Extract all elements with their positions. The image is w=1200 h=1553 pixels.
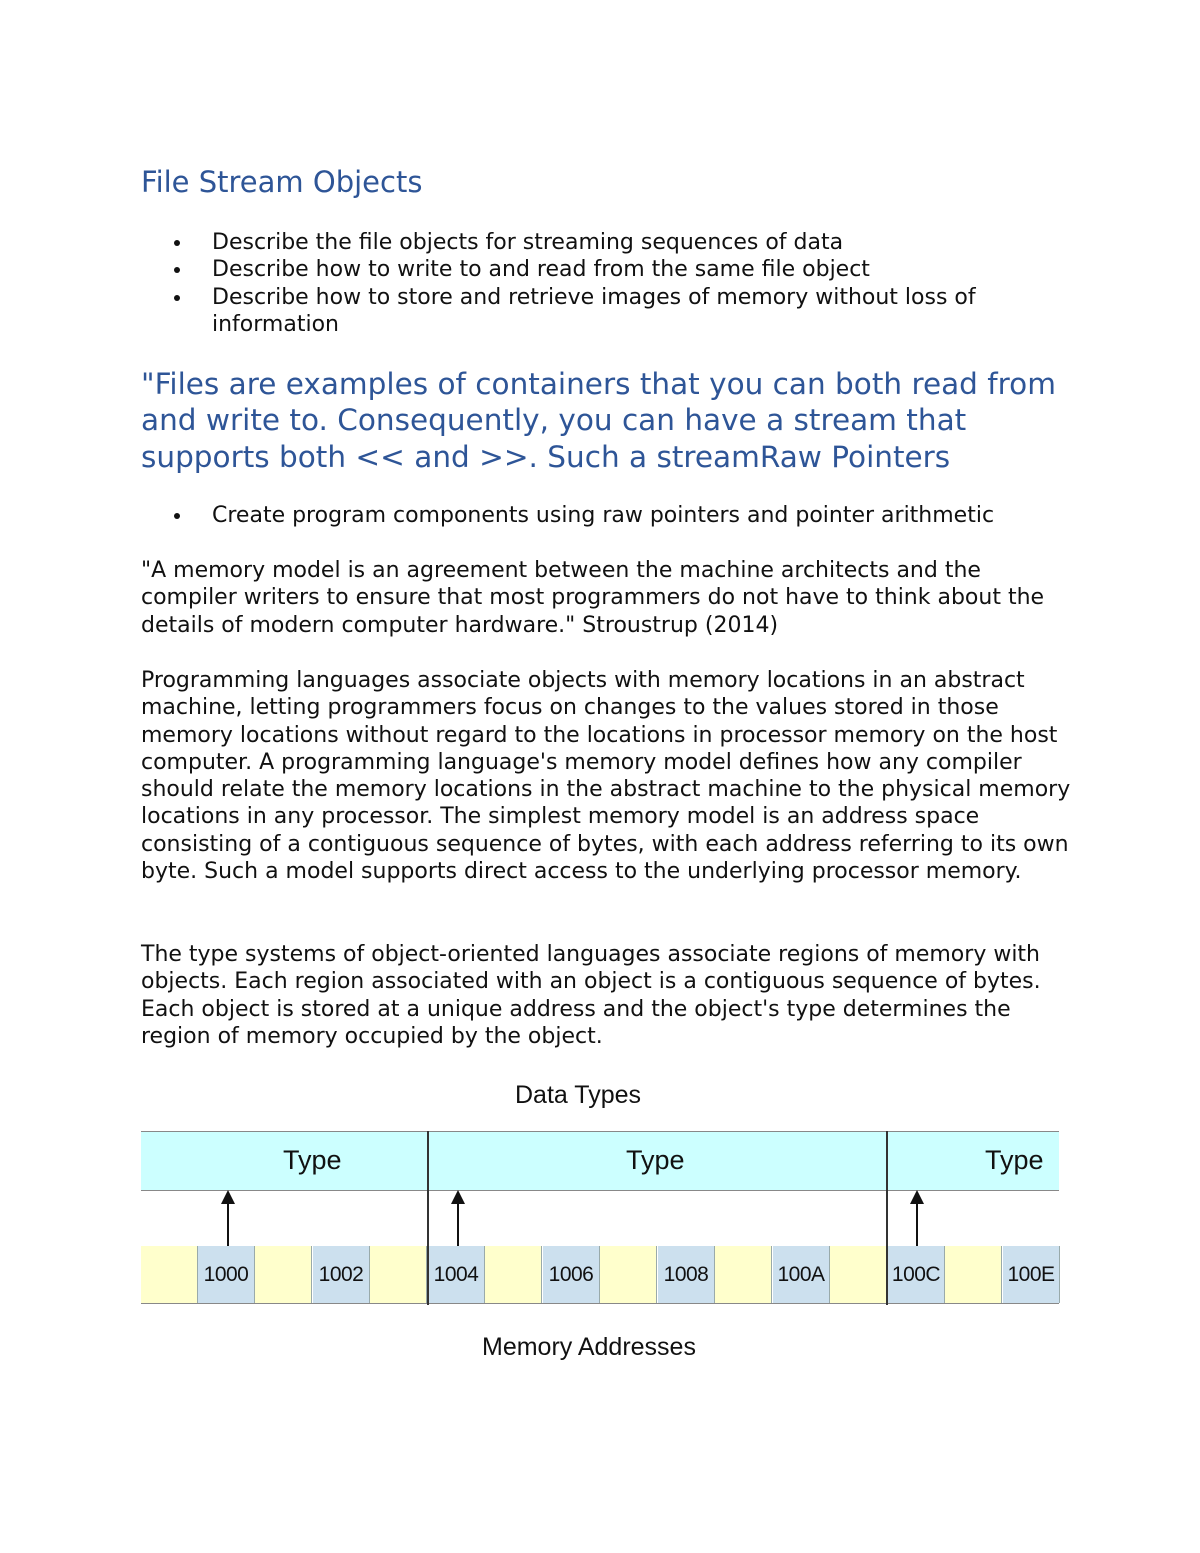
memory-cell: 1008 (658, 1246, 715, 1303)
memory-row (141, 1246, 1059, 1304)
page-title: File Stream Objects (141, 165, 423, 199)
objective-item: Describe the file objects for streaming sequences of data (141, 229, 1061, 256)
diagram-caption: Memory Addresses (482, 1333, 696, 1361)
objectives-list (141, 229, 1061, 338)
address-arrow-icon (457, 1203, 459, 1246)
data-types-diagram (141, 1075, 1061, 1375)
memory-cell: 100C (888, 1246, 945, 1303)
quote-heading: "Files are examples of containers that you can both read from and write to. Consequently, you can have a stream that supports both << and >>. Such a streamRaw Pointers (141, 367, 1056, 474)
objective-item: Describe how to store and retrieve images of memory without loss of information (141, 284, 1061, 339)
type-label: Type (283, 1145, 342, 1175)
pointer-objectives-list (141, 502, 1061, 529)
type-boundary-line (427, 1131, 429, 1305)
memory-cell (945, 1246, 1002, 1303)
memory-cell: 1006 (543, 1246, 600, 1303)
memory-cell: 100A (773, 1246, 830, 1303)
type-row (141, 1131, 1059, 1191)
objective-item: Create program components using raw pointers and pointer arithmetic (141, 502, 1061, 529)
address-arrow-icon (916, 1203, 918, 1246)
memory-cell (600, 1246, 657, 1303)
stroustrup-quote-paragraph: "A memory model is an agreement between the machine architects and the compiler writers to ensure that most programmers do not have to think about the details of modern computer hardware." Stroustrup (2014) (141, 558, 1045, 638)
memory-cell: 1000 (198, 1246, 255, 1303)
type-systems-paragraph: The type systems of object-oriented languages associate regions of memory with objects. Each region associated with an object is a contiguous sequence of bytes. Each object is stored at a unique address and the object's type determines the region of memory occupied by the object. (141, 942, 1041, 1049)
type-boundary-line (886, 1131, 888, 1305)
memory-model-paragraph: Programming languages associate objects with memory locations in an abstract machine, letting programmers focus on changes to the values stored in those memory locations without regard to the locations in processor memory on the host computer. A programming language's memory model defines how any compiler should relate the memory locations in the abstract machine to the physical memory locations in any processor. The simplest memory model is an address space consisting of a contiguous sequence of bytes, with each address referring to its own byte. Such a model supports direct access to the underlying processor memory. (141, 668, 1071, 885)
address-arrow-icon (227, 1203, 229, 1246)
memory-cell (141, 1246, 198, 1303)
type-label: Type (626, 1145, 685, 1175)
memory-cell: 100E (1003, 1246, 1060, 1303)
memory-cell: 1002 (313, 1246, 370, 1303)
memory-cell: 1004 (428, 1246, 485, 1303)
type-label: Type (985, 1145, 1044, 1175)
diagram-title: Data Types (515, 1081, 642, 1109)
memory-cell (255, 1246, 312, 1303)
memory-cell (485, 1246, 542, 1303)
memory-cell (830, 1246, 887, 1303)
objective-item: Describe how to write to and read from the same file object (141, 256, 1061, 283)
memory-cell (370, 1246, 427, 1303)
memory-cell (715, 1246, 772, 1303)
